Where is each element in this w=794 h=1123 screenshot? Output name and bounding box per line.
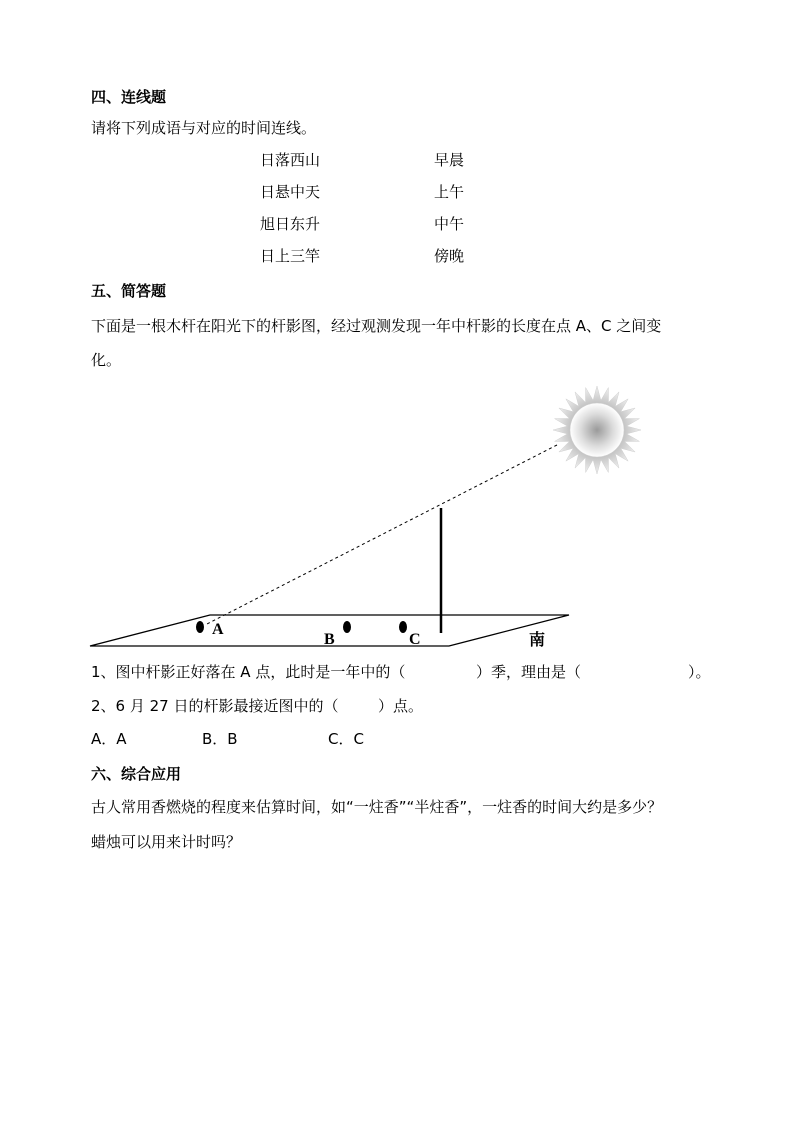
- point-b-marker: [343, 621, 351, 633]
- time-item: 中午: [434, 215, 465, 233]
- question-2-prefix: 2、6 月 27 日的杆影最接近图中的（: [91, 697, 339, 715]
- idiom-item: 日上三竿: [260, 247, 321, 265]
- question-1-suffix: ）。: [688, 663, 711, 681]
- question-1-middle: ）季，理由是（: [476, 663, 582, 681]
- point-c-label: C: [409, 631, 421, 648]
- option-b: B．B: [202, 730, 238, 748]
- question-2-suffix: ）点。: [378, 697, 424, 715]
- time-item: 上午: [434, 183, 465, 201]
- time-item: 早晨: [434, 151, 465, 169]
- section4-title: 四、连线题: [91, 88, 167, 106]
- section5-intro-line2: 化。: [91, 351, 122, 369]
- point-b-label: B: [324, 631, 335, 648]
- idiom-item: 旭日东升: [260, 215, 321, 233]
- time-item: 傍晚: [434, 247, 465, 265]
- idiom-item: 日悬中天: [260, 183, 321, 201]
- sun-ray-line: [205, 445, 557, 625]
- point-a-label: A: [212, 621, 224, 638]
- point-c-marker: [399, 621, 407, 633]
- option-a: A．A: [91, 730, 127, 748]
- section6-line1: 古人常用香燃烧的程度来估算时间，如“一炷香”“半炷香”，一炷香的时间大约是多少？: [91, 798, 663, 816]
- section6-line2: 蜡烛可以用来计时吗？: [91, 833, 242, 851]
- section4-instruction: 请将下列成语与对应的时间连线。: [91, 119, 317, 137]
- section5-intro-line1: 下面是一根木杆在阳光下的杆影图，经过观测发现一年中杆影的长度在点 A、C 之间变: [91, 317, 662, 335]
- sun-icon: [553, 386, 641, 474]
- question-1-prefix: 1、图中杆影正好落在 A 点，此时是一年中的（: [91, 663, 406, 681]
- south-direction-label: 南: [529, 632, 546, 649]
- section6-title: 六、综合应用: [91, 765, 182, 783]
- point-a-marker: [196, 621, 204, 633]
- option-c: C．C: [328, 730, 364, 748]
- idiom-item: 日落西山: [260, 151, 321, 169]
- section5-title: 五、简答题: [91, 282, 167, 300]
